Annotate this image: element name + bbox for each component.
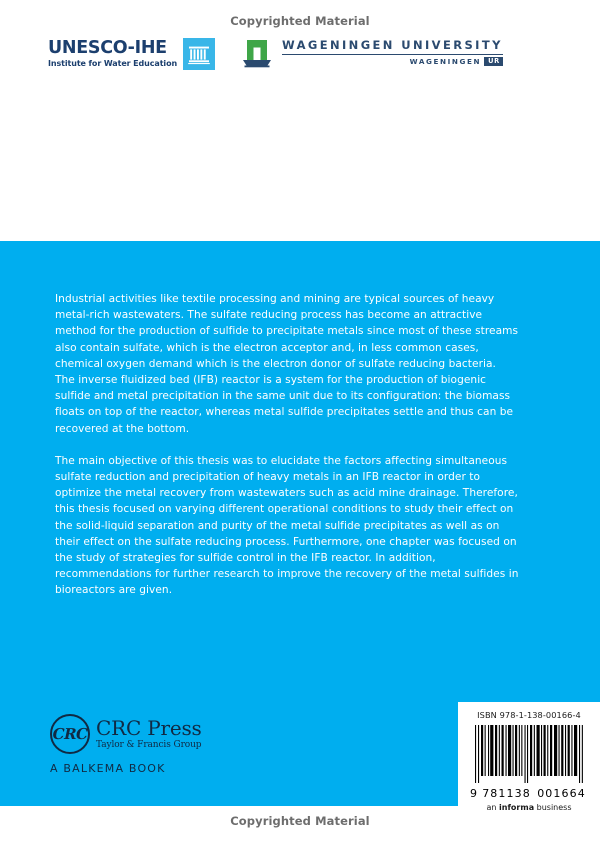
copyright-watermark-bottom: Copyrighted Material [230, 814, 370, 828]
barcode-left-group: 781138 [482, 787, 531, 800]
wageningen-sub-label: WAGENINGEN [409, 56, 482, 66]
publisher-logo-row [0, 38, 600, 82]
balkema-imprint: A BALKEMA BOOK [50, 762, 166, 775]
crc-press-logo [50, 714, 240, 775]
barcode-bars [469, 725, 589, 783]
unesco-ihe-name: UNESCO-IHE [48, 37, 167, 58]
wageningen-wordmark [282, 40, 503, 65]
unesco-ihe-tagline: Institute for Water Education [48, 59, 178, 69]
informa-tagline [458, 803, 600, 812]
barcode-lead-digit: 9 [470, 787, 478, 800]
unesco-ihe-wordmark [48, 37, 178, 69]
parthenon-temple-icon [183, 38, 215, 70]
informa-suffix: business [534, 803, 572, 812]
crc-press-name: CRC Press [96, 716, 202, 740]
blurb-paragraph-1: Industrial activities like textile processing and mining are typical sources of heavy metal-rich wastewaters. The sulfate reducing process has become an attractive method for the production of sulfide to precipitate metals since most of these streams also contain sulfate, which is the electron acceptor and, in less common cases, chemical oxygen demand which is the electron donor of sulfate reducing bacteria. The inverse fluidized bed (IFB) reactor is a system for the production of biogenic sulfide and metal precipitation in the same unit due to its configuration: the biomass floats on top of the reactor, whereas metal sulfide precipitates settle and thus can be recovered at the bottom. [55, 293, 519, 435]
wageningen-ur-row [282, 57, 503, 66]
crc-press-logo-row [50, 714, 240, 754]
informa-brand: informa [499, 803, 535, 812]
wageningen-gate-icon [240, 38, 274, 68]
blurb-text-block [55, 291, 519, 599]
crc-seal-label: CRC [50, 725, 90, 743]
crc-seal-icon [50, 714, 90, 754]
unesco-ihe-logo [48, 38, 215, 70]
wageningen-divider-rule [282, 54, 503, 55]
wageningen-university-name: WAGENINGEN UNIVERSITY [282, 38, 503, 53]
isbn-label: ISBN 978-1-138-00166-4 [477, 710, 581, 720]
ean13-barcode [469, 725, 589, 800]
isbn-barcode-box [458, 702, 600, 814]
barcode-right-group: 001664 [537, 787, 586, 800]
wageningen-ur-badge: UR [484, 57, 503, 66]
copyright-watermark-top: Copyrighted Material [230, 14, 370, 28]
crc-press-group: Taylor & Francis Group [96, 740, 202, 750]
crc-press-wordmark [96, 718, 202, 750]
blurb-paragraph-2: The main objective of this thesis was to elucidate the factors affecting simultaneous sulfate reduction and precipitation of heavy metals in an IFB reactor in order to optimize the metal recovery from wastewaters such as acid mine drainage. Therefore, this thesis focused on varying different operational conditions to study their effect on the solid-liquid separation and purity of the metal sulfide precipitates as well as on their effect on the sulfate reducing process. Furthermore, one chapter was focused on the study of strategies for sulfide control in the IFB reactor. In addition, recommendations for further research to improve the recovery of the metal sulfides in bioreactors are given. [55, 454, 519, 597]
wageningen-university-logo [240, 38, 503, 68]
barcode-digit-row [469, 787, 589, 800]
informa-prefix: an [486, 803, 499, 812]
